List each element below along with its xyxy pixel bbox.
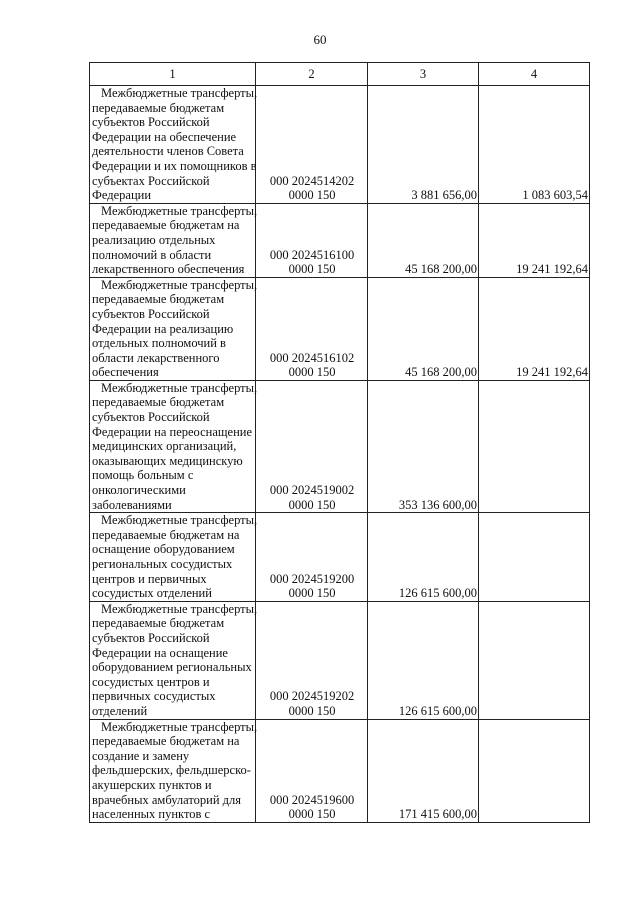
description-line: оснащение оборудованием xyxy=(92,542,235,557)
description-line: региональных сосудистых xyxy=(92,557,233,571)
description-line: заболеваниями xyxy=(92,497,172,512)
column-header-1: 1 xyxy=(90,63,256,86)
row-code xyxy=(256,719,368,822)
description-line: субъектов Российской xyxy=(92,630,210,645)
description-line: Федерации и их помощников в xyxy=(92,158,257,173)
code-line: 000 2024519202 xyxy=(269,689,355,704)
code-line: 000 2024516102 xyxy=(269,350,355,365)
row-amount-col4 xyxy=(479,719,590,822)
description-line: медицинских организаций, xyxy=(92,439,237,454)
description-line: Федерации xyxy=(92,188,152,203)
table-row xyxy=(90,203,590,277)
row-description xyxy=(90,601,256,719)
code-line: 000 2024519600 xyxy=(269,792,355,807)
row-amount-col3: 353 136 600,00 xyxy=(368,380,479,512)
code-line: 0000 150 xyxy=(288,807,336,822)
row-amount-col3: 45 168 200,00 xyxy=(368,203,479,277)
description-line: Межбюджетные трансферты, xyxy=(101,513,258,528)
description-line: Федерации на оснащение xyxy=(92,645,228,660)
row-code xyxy=(256,380,368,512)
description-line: полномочий в области xyxy=(92,247,212,262)
row-amount-col4 xyxy=(479,380,590,512)
description-line: первичных сосудистых xyxy=(92,689,216,704)
description-line: фельдшерских, фельдшерско- xyxy=(92,763,251,778)
code-line: 0000 150 xyxy=(288,365,336,380)
code-line: 0000 150 xyxy=(288,188,336,203)
table-row xyxy=(90,513,590,602)
description-line: субъектах Российской xyxy=(92,173,210,188)
description-line: передаваемые бюджетам на xyxy=(92,527,240,542)
row-description xyxy=(90,513,256,602)
description-line: Межбюджетные трансферты, xyxy=(101,719,258,734)
row-amount-col3: 171 415 600,00 xyxy=(368,719,479,822)
description-line: лекарственного обеспечения xyxy=(92,262,245,277)
description-line: оказывающих медицинскую xyxy=(92,453,243,468)
row-amount-col4: 19 241 192,64 xyxy=(479,203,590,277)
code-line: 0000 150 xyxy=(288,262,336,277)
description-line: оборудованием региональных xyxy=(92,660,252,675)
description-line: субъектов Российской xyxy=(92,410,210,425)
description-line: передаваемые бюджетам xyxy=(92,616,225,631)
description-line: передаваемые бюджетам на xyxy=(92,734,240,749)
description-line: передаваемые бюджетам на xyxy=(92,218,240,233)
row-amount-col4 xyxy=(479,513,590,602)
description-line: реализацию отдельных xyxy=(92,232,216,247)
code-line: 000 2024514202 xyxy=(269,173,355,188)
table-row xyxy=(90,277,590,380)
description-line: врачебных амбулаторий для xyxy=(92,792,242,807)
code-line: 000 2024519200 xyxy=(269,571,355,586)
code-line: 0000 150 xyxy=(288,497,336,512)
code-line: 000 2024516100 xyxy=(269,247,355,262)
description-line: субъектов Российской xyxy=(92,306,210,321)
description-line: Межбюджетные трансферты, xyxy=(101,601,258,616)
description-line: деятельности членов Совета xyxy=(92,144,244,159)
description-line: субъектов Российской xyxy=(92,115,210,130)
budget-table xyxy=(89,62,590,823)
row-code xyxy=(256,601,368,719)
description-line: передаваемые бюджетам xyxy=(92,292,225,307)
description-line: области лекарственного xyxy=(92,350,220,365)
description-line: Федерации на обеспечение xyxy=(92,129,237,144)
description-line: передаваемые бюджетам xyxy=(92,100,225,115)
column-header-3: 3 xyxy=(368,63,479,86)
description-line: Межбюджетные трансферты, xyxy=(101,203,258,218)
row-description xyxy=(90,86,256,204)
column-header-2: 2 xyxy=(256,63,368,86)
row-description xyxy=(90,277,256,380)
page-number: 60 xyxy=(313,32,327,47)
description-line: центров и первичных xyxy=(92,571,207,586)
description-line: создание и замену xyxy=(92,748,190,763)
description-line: Межбюджетные трансферты, xyxy=(101,380,258,395)
code-line: 0000 150 xyxy=(288,703,336,718)
description-line: отделений xyxy=(92,703,148,718)
description-line: помощь больным с xyxy=(92,468,194,483)
description-line: Федерации на реализацию xyxy=(92,321,234,336)
description-line: передаваемые бюджетам xyxy=(92,395,225,410)
code-line: 000 2024519002 xyxy=(269,483,355,498)
description-line: акушерских пунктов и xyxy=(92,777,212,792)
row-amount-col4: 19 241 192,64 xyxy=(479,277,590,380)
table-row xyxy=(90,601,590,719)
description-line: онкологическими xyxy=(92,483,186,498)
row-amount-col3: 45 168 200,00 xyxy=(368,277,479,380)
description-line: сосудистых отделений xyxy=(92,586,212,601)
row-code xyxy=(256,203,368,277)
description-line: отдельных полномочий в xyxy=(92,336,226,351)
description-line: населенных пунктов с xyxy=(92,807,211,822)
row-description xyxy=(90,719,256,822)
row-amount-col4: 1 083 603,54 xyxy=(479,86,590,204)
description-line: Межбюджетные трансферты, xyxy=(101,277,258,292)
table-row xyxy=(90,380,590,512)
description-line: обеспечения xyxy=(92,365,159,380)
description-line: Федерации на переоснащение xyxy=(92,424,253,439)
table-header-row xyxy=(90,63,590,86)
row-amount-col3: 3 881 656,00 xyxy=(368,86,479,204)
code-line: 0000 150 xyxy=(288,586,336,601)
row-amount-col3: 126 615 600,00 xyxy=(368,601,479,719)
row-code xyxy=(256,513,368,602)
row-description xyxy=(90,203,256,277)
table-row xyxy=(90,719,590,822)
column-header-4: 4 xyxy=(479,63,590,86)
description-line: Межбюджетные трансферты, xyxy=(101,86,258,100)
row-code xyxy=(256,86,368,204)
row-code xyxy=(256,277,368,380)
row-description xyxy=(90,380,256,512)
table-body xyxy=(90,86,590,823)
row-amount-col4 xyxy=(479,601,590,719)
description-line: сосудистых центров и xyxy=(92,674,210,689)
table-row xyxy=(90,86,590,204)
row-amount-col3: 126 615 600,00 xyxy=(368,513,479,602)
